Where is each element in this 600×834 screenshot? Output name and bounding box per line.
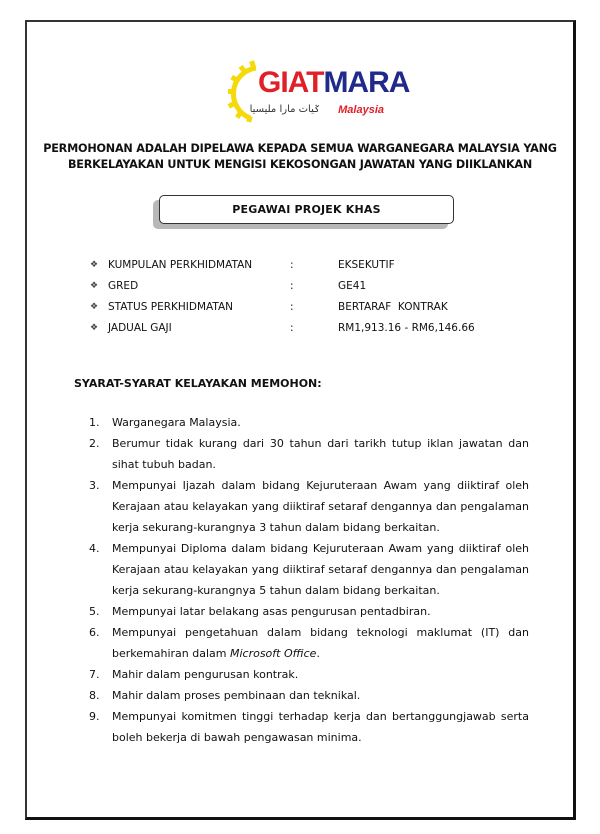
detail-label: JADUAL GAJI bbox=[108, 321, 172, 334]
detail-row bbox=[90, 317, 475, 338]
item-number: 9. bbox=[89, 710, 100, 723]
diamond-bullet-icon: ❖ bbox=[90, 322, 99, 333]
detail-value: RM1,913.16 - RM6,146.66 bbox=[338, 321, 475, 334]
diamond-bullet-icon: ❖ bbox=[90, 280, 99, 291]
item-number: 3. bbox=[89, 479, 100, 492]
logo-bottom-row bbox=[249, 102, 384, 118]
item-text-end: . bbox=[316, 647, 320, 660]
headline bbox=[40, 141, 560, 173]
item-text: Mempunyai Ijazah dalam bidang Kejuruteraan Awam yang diiktiraf oleh Kerajaan atau kelayakan yang diiktiraf setaraf dengannya dan pengalaman kerja sekurang-kurangnya 3 tahun dalam bidang berkaitan. bbox=[112, 479, 529, 534]
item-number: 1. bbox=[89, 416, 100, 429]
detail-colon: : bbox=[290, 279, 294, 292]
item-text bbox=[112, 622, 529, 664]
item-number: 7. bbox=[89, 668, 100, 681]
detail-value: GE41 bbox=[338, 279, 367, 292]
item-text: Mempunyai komitmen tinggi terhadap kerja dan bertanggungjawab serta boleh bekerja di bawah pengawasan minima. bbox=[112, 710, 529, 744]
logo-subtitle: Malaysia bbox=[338, 104, 384, 116]
headline-line-2: BERKELAYAKAN UNTUK MENGISI KEKOSONGAN JAWATAN YANG DIIKLANKAN bbox=[67, 158, 533, 171]
detail-colon: : bbox=[290, 258, 294, 271]
detail-row bbox=[90, 296, 475, 317]
logo-jawi-text: ݢيات مارا مليسيا bbox=[249, 104, 320, 115]
detail-label: KUMPULAN PERKHIDMATAN bbox=[108, 258, 253, 271]
headline-line-1: PERMOHONAN ADALAH DIPELAWA KEPADA SEMUA WARGANEGARA MALAYSIA YANG bbox=[43, 142, 557, 155]
logo-mara: MARA bbox=[323, 66, 410, 99]
job-details bbox=[90, 254, 475, 338]
item-number: 8. bbox=[89, 689, 100, 702]
logo-wordmark bbox=[258, 66, 409, 100]
list-item bbox=[89, 685, 529, 706]
item-text: Mempunyai Diploma dalam bidang Kejuruteraan Awam yang diiktiraf oleh Kerajaan atau kelayakan yang diiktiraf setaraf dengannya dan pengalaman kerja sekurang-kurangnya 5 tahun dalam bidang berkaitan. bbox=[112, 542, 529, 597]
giatmara-logo bbox=[228, 60, 410, 124]
list-item bbox=[89, 706, 529, 748]
detail-label: STATUS PERKHIDMATAN bbox=[108, 300, 234, 313]
item-number: 2. bbox=[89, 437, 100, 450]
list-item bbox=[89, 538, 529, 601]
detail-value: EKSEKUTIF bbox=[338, 258, 395, 271]
detail-row bbox=[90, 254, 475, 275]
list-item bbox=[89, 412, 529, 433]
list-item bbox=[89, 601, 529, 622]
item-number: 6. bbox=[89, 626, 100, 639]
detail-row bbox=[90, 275, 475, 296]
list-item bbox=[89, 622, 529, 664]
list-item bbox=[89, 664, 529, 685]
list-item bbox=[89, 475, 529, 538]
detail-colon: : bbox=[290, 300, 294, 313]
detail-value: BERTARAF KONTRAK bbox=[338, 300, 448, 313]
item-number: 4. bbox=[89, 542, 100, 555]
item-text-main: Mempunyai pengetahuan dalam bidang teknologi maklumat (IT) dan berkemahiran dalam bbox=[112, 626, 529, 660]
item-text: Mempunyai latar belakang asas pengurusan pentadbiran. bbox=[112, 605, 431, 618]
requirements-list bbox=[89, 412, 529, 748]
item-text: Berumur tidak kurang dari 30 tahun dari tarikh tutup iklan jawatan dan sihat tubuh badan. bbox=[112, 437, 529, 471]
item-text: Mahir dalam pengurusan kontrak. bbox=[112, 668, 299, 681]
position-title: PEGAWAI PROJEK KHAS bbox=[232, 203, 381, 216]
requirements-heading: SYARAT-SYARAT KELAYAKAN MEMOHON: bbox=[74, 377, 322, 390]
detail-label: GRED bbox=[108, 279, 139, 292]
detail-colon: : bbox=[290, 321, 294, 334]
diamond-bullet-icon: ❖ bbox=[90, 259, 99, 270]
item-text-italic: Microsoft Office bbox=[229, 647, 317, 660]
list-item bbox=[89, 433, 529, 475]
item-number: 5. bbox=[89, 605, 100, 618]
logo-giat: GIAT bbox=[258, 66, 324, 99]
item-text: Warganegara Malaysia. bbox=[112, 416, 241, 429]
diamond-bullet-icon: ❖ bbox=[90, 301, 99, 312]
position-title-box bbox=[159, 195, 454, 224]
item-text: Mahir dalam proses pembinaan dan teknikal. bbox=[112, 689, 361, 702]
